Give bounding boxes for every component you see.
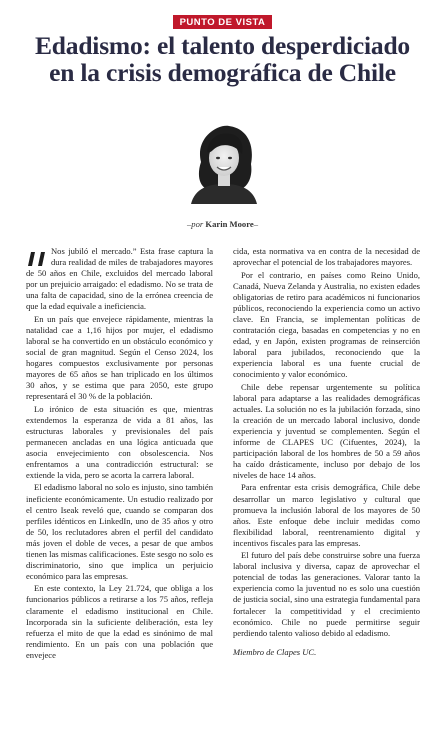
article-paragraph: Para enfrentar esta crisis demográfica, Chile debe desarrollar un marco legislativo y cultural que promueva la inclusión laboral de los mayores de 50 años. Este enfoque debe incluir medidas como flexibilidad laboral, reentrenamiento digital y incentivos fiscales para las empresas. xyxy=(233,482,420,548)
article-paragraph: cida, esta normativa va en contra de la necesidad de aprovechar el potencial de los trabajadores mayores. xyxy=(233,246,420,268)
author-signature: Miembro de Clapes UC. xyxy=(233,646,317,657)
article-paragraph: En este contexto, la Ley 21.724, que obliga a los funcionarios públicos a retirarse a los 75 años, refleja claramente el edadismo institucional en Chile. Incorporada sin la suficiente deliberación, esta ley refuerza el mito de que la edad es sinónimo de mal rendimiento. En un país con una población que envejece xyxy=(26,583,213,660)
article-paragraph: Nos jubiló el mercado.” Esta frase captura la dura realidad de miles de trabajadores mayores de 50 años en Chile, excluidos del mercado laboral por un prejuicio arraigado: el edadismo. No se trata de una falta de capacidad, sino de la errónea creencia de que la edad equivale a ineficiencia. xyxy=(26,246,213,312)
byline-author: Karin Moore xyxy=(205,219,254,229)
article-paragraph: En un país que envejece rápidamente, mientras la natalidad cae a 1,16 hijos por mujer, el edadismo laboral se ha convertido en un obstáculo económico y social de gran magnitud. Según el Censo 2024, los hogares compuestos exclusivamente por personas mayores de 65 años se han triplicado en los últimos 30 años, y se estima que para 2050, este grupo representará el 30 % de la población. xyxy=(26,313,213,402)
author-portrait xyxy=(187,122,261,204)
article-paragraph: Chile debe repensar urgentemente su política laboral para adaptarse a las realidades demográficas actuales. La solución no es la jubilación forzada, sino la creación de un mercado laboral inclusivo, donde experiencia y juventud se complementen. Según el informe de CLAPES UC (Cifuentes, 2024), la participación laboral de los hombres de 50 a 59 años ha caído drásticamente, incluso por debajo de los niveles de hace 14 años. xyxy=(233,381,420,480)
article-column-right xyxy=(233,246,420,659)
article-paragraph: Lo irónico de esta situación es que, mientras extendemos la esperanza de vida a 81 años, las estructuras laborales y previsionales del país permanecen ancladas en una lógica anticuada que asocia envejecimiento con obsolescencia. Nos enfrentamos a una contradicción estructural: se extiende la vida, pero se acorta la carrera laboral. xyxy=(26,403,213,480)
byline-prefix: –por xyxy=(187,219,204,229)
section-tag-label: PUNTO DE VISTA xyxy=(173,15,273,29)
section-tag xyxy=(0,12,445,30)
article-paragraph: El edadismo laboral no solo es injusto, sino también ineficiente económicamente. Un estudio realizado por el centro Iseak reveló que, cuando se comparan dos perfiles idénticos en LinkedIn, uno de 35 años y otro de 50, los reclutadores abren el perfil del candidato más joven el doble de veces, a pesar de que ambos tienen las mismas calificaciones. Este sesgo no solo es discriminatorio, sino que implica un perjuicio económico para las empresas. xyxy=(26,482,213,581)
article-paragraph: Por el contrario, en países como Reino Unido, Canadá, Nueva Zelanda y Australia, no existen edades obligatorias de retiro para académicos ni funcionarios públicos, reconociendo la experiencia como un activo clave. En Francia, se implementan políticas de contratación ciega, basadas en competencias y no en edad, y en Japón, existen programas de reinserción laboral para jubilados, reconociendo que la experiencia laboral es una fuente crucial de conocimiento y valor económico. xyxy=(233,269,420,380)
headline: Edadismo: el talento desperdiciado en la crisis demográfica de Chile xyxy=(34,31,410,87)
opening-quote-icon xyxy=(26,248,48,268)
byline-suffix: – xyxy=(253,219,258,229)
byline xyxy=(0,219,445,229)
article-column-left xyxy=(26,246,213,662)
article-paragraph: El futuro del país debe construirse sobre una fuerza laboral inclusiva y diversa, capaz de aprovechar el potencial de todas las generaciones. Valorar tanto la experiencia como la juventud no es solo una cuestión de justicia social, sino una estrategia fundamental para fortalecer la competitividad y el crecimiento económico. Chile no puede permitirse seguir perdiendo talento valioso debido al edadismo. xyxy=(233,550,420,638)
